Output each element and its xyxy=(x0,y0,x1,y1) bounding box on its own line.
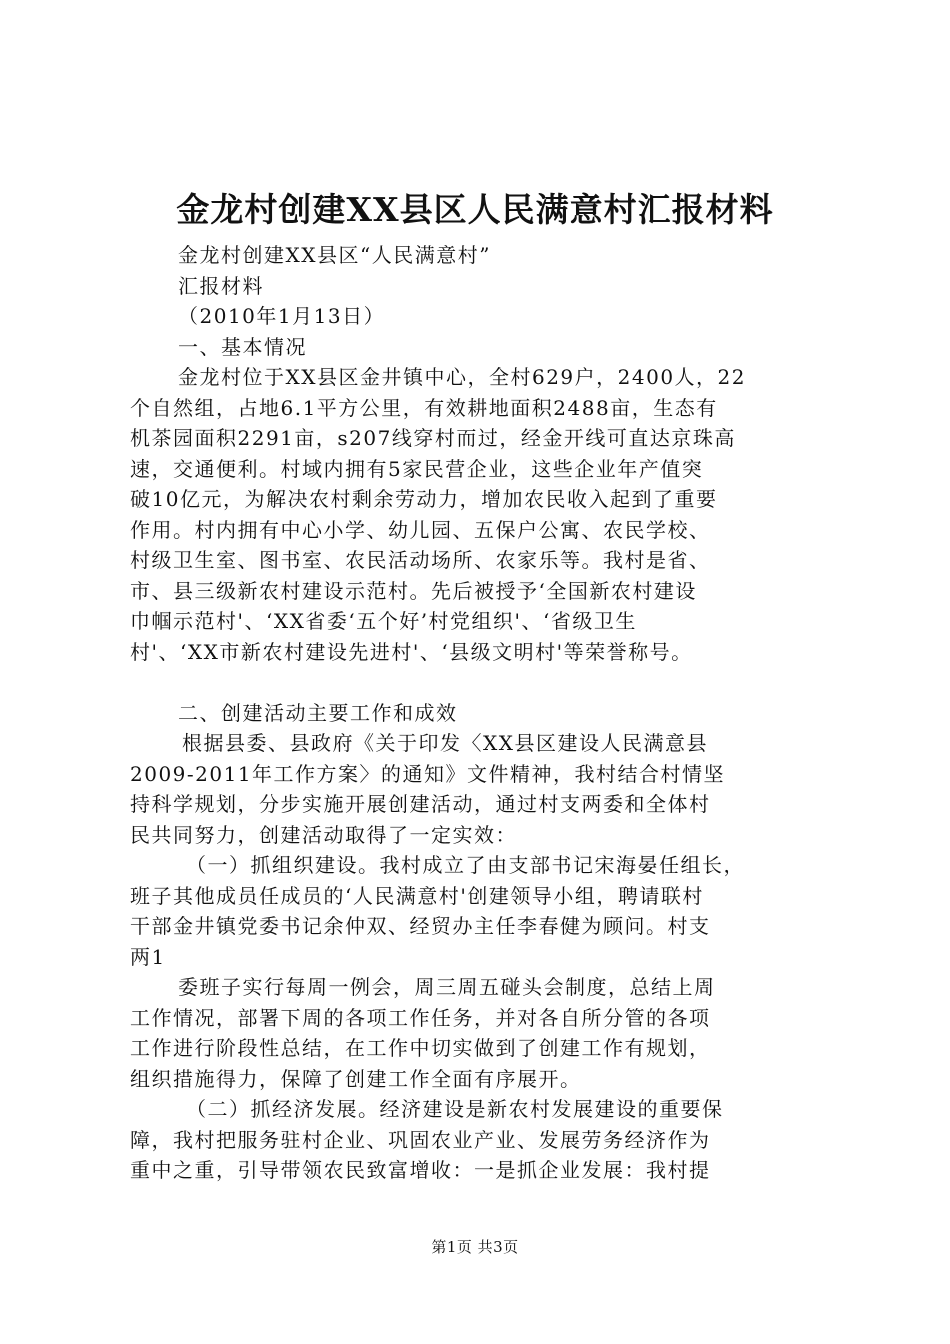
paragraph-line: 村'、‘XX市新农村建设先进村'、‘县级文明村'等荣誉称号。 xyxy=(130,639,693,664)
paragraph-line: 重中之重，引导带领农民致富增收：一是抓企业发展：我村提 xyxy=(130,1158,711,1182)
page-footer: 第1页 共3页 xyxy=(431,1238,519,1256)
paragraph-line: 障，我村把服务驻村企业、巩固农业产业、发展劳务经济作为 xyxy=(130,1127,711,1152)
paragraph-line: 金龙村位于XX县区金井镇中心，全村629户，2400人，22 xyxy=(178,365,746,389)
paragraph-line: 巾帼示范村'、‘XX省委‘五个好’村党组织'、‘省级卫生 xyxy=(130,609,637,633)
paragraph-line: 2009-2011年工作方案〉的通知》文件精神，我村结合村情坚 xyxy=(130,761,726,786)
paragraph-line: 个自然组，占地6.1平方公里，有效耕地面积2488亩，生态有 xyxy=(130,395,718,420)
paragraph-line: 机茶园面积2291亩，s207线穿村而过，经金开线可直达京珠高 xyxy=(130,426,736,450)
section-heading: 二、创建活动主要工作和成效 xyxy=(178,700,458,725)
document-body xyxy=(130,240,830,1186)
paragraph-line: 速，交通便利。村域内拥有5家民营企业，这些企业年产值突 xyxy=(130,456,704,481)
paragraph-line: 委班子实行每周一例会，周三周五碰头会制度，总结上周 xyxy=(178,975,716,999)
paragraph-line: 民共同努力，创建活动取得了一定实效： xyxy=(130,822,517,847)
paragraph-line: 干部金井镇党委书记余仲双、经贸办主任李春健为顾问。村支 xyxy=(130,914,711,938)
paragraph-line: 工作进行阶段性总结，在工作中切实做到了创建工作有规划， xyxy=(130,1036,711,1060)
paragraph-line: 破10亿元，为解决农村剩余劳动力，增加农民收入起到了重要 xyxy=(130,487,718,511)
paragraph-line: 两1 xyxy=(130,944,166,969)
subtitle-line: 汇报材料 xyxy=(178,273,264,298)
section-heading: 一、基本情况 xyxy=(178,334,307,359)
paragraph-line: 市、县三级新农村建设示范村。先后被授予‘全国新农村建设 xyxy=(130,578,697,603)
paragraph-line: 班子其他成员任成员的‘人民满意村'创建领导小组，聘请联村 xyxy=(130,883,704,908)
date-line: （2010年1月13日） xyxy=(178,304,386,328)
document-title: 金龙村创建XX县区人民满意村汇报材料 xyxy=(176,190,774,229)
blank-line xyxy=(130,667,830,698)
paragraph-line: 根据县委、县政府《关于印发〈XX县区建设人民满意县 xyxy=(182,731,708,755)
paragraph-line: （一）抓组织建设。我村成立了由支部书记宋海晏任组长， xyxy=(186,853,745,877)
subtitle-line: 金龙村创建XX县区“人民满意村” xyxy=(178,243,491,267)
paragraph-line: 村级卫生室、图书室、农民活动场所、农家乐等。我村是省、 xyxy=(130,548,711,572)
paragraph-line: （二）抓经济发展。经济建设是新农村发展建设的重要保 xyxy=(186,1097,724,1121)
paragraph-line: 工作情况，部署下周的各项工作任务，并对各自所分管的各项 xyxy=(130,1005,711,1030)
paragraph-line: 组织措施得力，保障了创建工作全面有序展开。 xyxy=(130,1066,582,1091)
paragraph-line: 作用。村内拥有中心小学、幼儿园、五保户公寓、农民学校、 xyxy=(130,517,711,542)
paragraph-line: 持科学规划，分步实施开展创建活动，通过村支两委和全体村 xyxy=(130,792,711,816)
